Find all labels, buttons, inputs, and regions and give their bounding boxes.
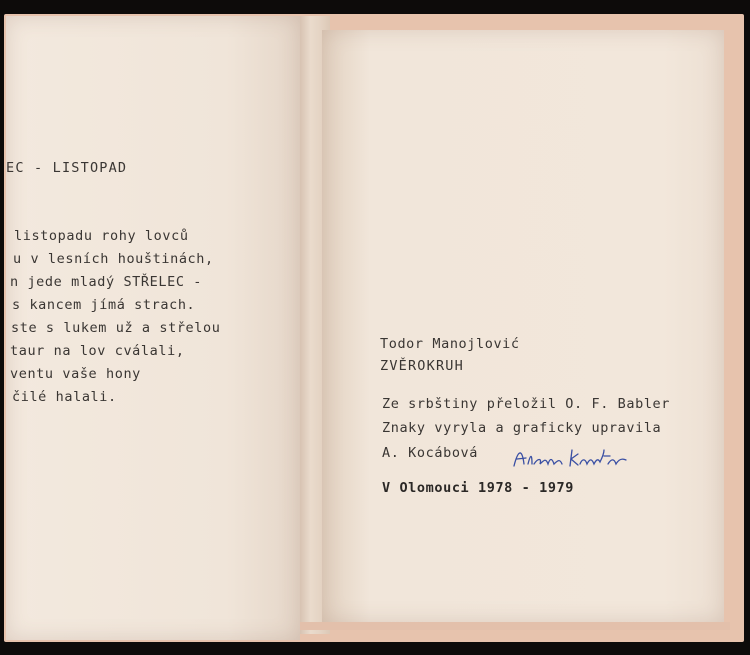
- left-page: [6, 16, 300, 640]
- book-title: ZVĚROKRUH: [380, 358, 464, 374]
- cover-edge: [300, 622, 730, 630]
- poem-line: listopadu rohy lovců: [14, 228, 189, 244]
- poem-line: ste s lukem už a střelou: [11, 320, 221, 336]
- imprint-line: V Olomouci 1978 - 1979: [382, 480, 575, 496]
- handwritten-signature: [512, 446, 632, 470]
- author-name: Todor Manojlović: [380, 336, 520, 352]
- poem-line: čilé halali.: [12, 389, 117, 405]
- right-page: [322, 30, 724, 622]
- poem-line: s kancem jímá strach.: [12, 297, 196, 313]
- poem-line: ventu vaše hony: [10, 366, 141, 382]
- translation-credit: Ze srbštiny přeložil O. F. Babler: [382, 396, 671, 412]
- poem-line: taur na lov cválali,: [10, 343, 185, 359]
- illustrator-name: A. Kocábová: [382, 445, 479, 461]
- illustration-credit: Znaky vyryla a graficky upravila: [382, 420, 662, 436]
- poem-line: n jede mladý STŘELEC -: [10, 274, 203, 290]
- poem-line: u v lesních houštinách,: [13, 251, 214, 267]
- left-page-heading: EC - LISTOPAD: [6, 160, 128, 176]
